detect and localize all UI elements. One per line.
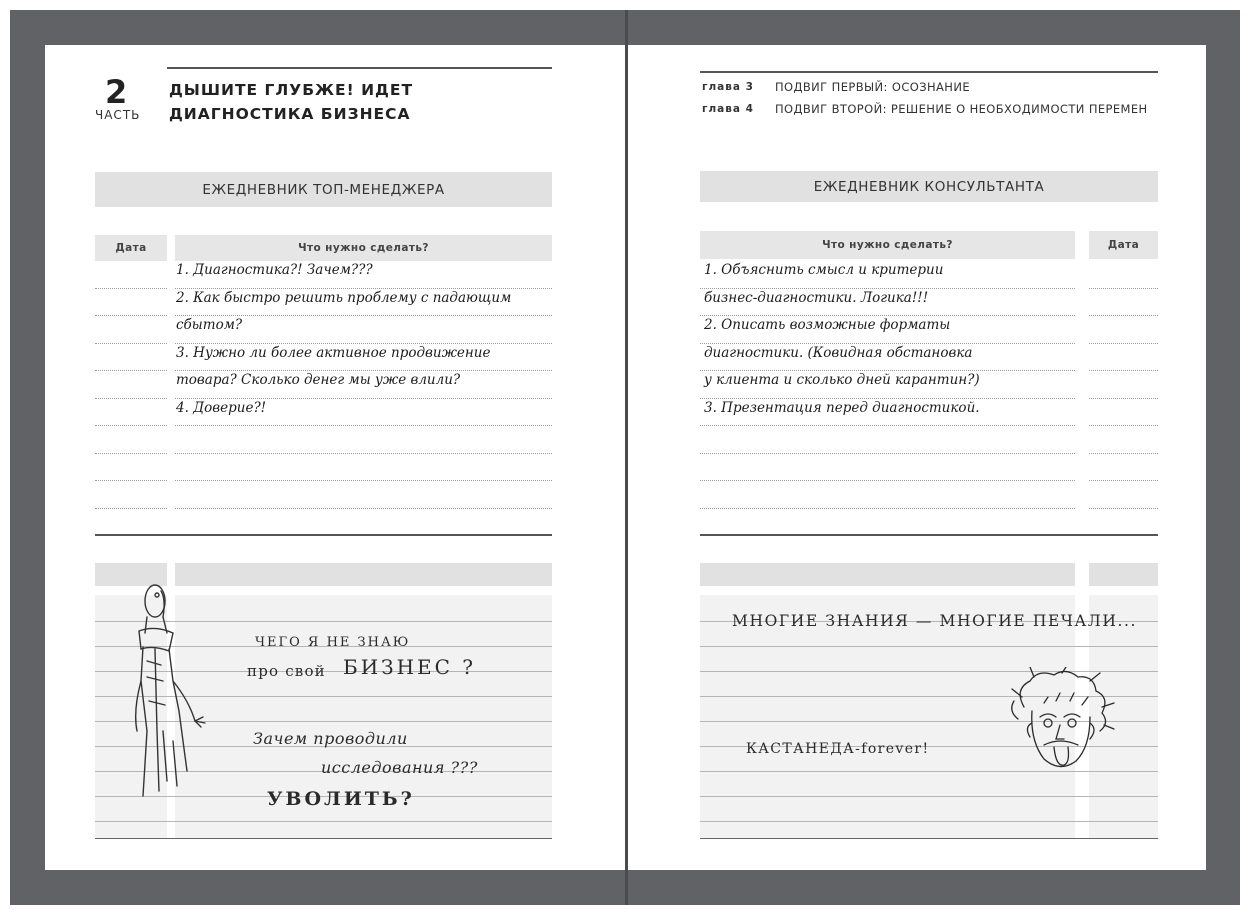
task-column-header: Что нужно сделать?: [700, 231, 1075, 259]
date-line: [95, 343, 167, 344]
task-line: [700, 370, 1075, 371]
chapter-3-label: глава 3: [702, 81, 754, 93]
notes-bottom-rule: [700, 838, 1158, 839]
task-entry: 4. Доверие?!: [176, 400, 267, 416]
task-line: [700, 453, 1075, 454]
left-page: [45, 45, 625, 870]
task-entry: 3. Нужно ли более активное продвижение: [176, 345, 491, 361]
note-line: [700, 646, 1158, 647]
task-entry: 3. Презентация перед диагностикой.: [704, 400, 980, 416]
task-line: [175, 425, 552, 426]
date-line: [95, 315, 167, 316]
part-title-line1: ДЫШИТЕ ГЛУБЖЕ! ИДЕТ: [169, 81, 414, 99]
date-line: [1089, 398, 1158, 399]
date-line: [95, 453, 167, 454]
note-line-2: КАСТАНЕДА-forever!: [746, 741, 930, 757]
diary-title-band: [95, 172, 552, 207]
notes-date-band: [1089, 563, 1158, 586]
date-line: [1089, 288, 1158, 289]
note-line-2a: про свой: [247, 662, 326, 680]
task-line: [175, 480, 552, 481]
task-entry: 2. Описать возможные форматы: [704, 317, 951, 333]
task-line: [175, 453, 552, 454]
plague-doctor-sketch: [133, 581, 233, 806]
header-rule: [167, 67, 552, 69]
note-line-1: ЧЕГО Я НЕ ЗНАЮ: [255, 635, 411, 650]
section-divider: [700, 534, 1158, 536]
date-line: [95, 480, 167, 481]
task-line: [700, 343, 1075, 344]
task-entry: товара? Сколько денег мы уже влили?: [176, 372, 461, 388]
note-line-5: УВОЛИТЬ?: [267, 788, 415, 810]
date-line: [95, 398, 167, 399]
task-line: [175, 343, 552, 344]
date-line: [1089, 315, 1158, 316]
note-line: [700, 796, 1158, 797]
note-line-4: исследования ???: [321, 758, 478, 777]
date-line: [1089, 480, 1158, 481]
date-line: [1089, 453, 1158, 454]
right-page: [628, 45, 1206, 870]
task-entry: 2. Как быстро решить проблему с падающим: [176, 290, 512, 306]
note-line-1: МНОГИЕ ЗНАНИЯ — МНОГИЕ ПЕЧАЛИ...: [732, 612, 1138, 630]
chapter-4-label: глава 4: [702, 103, 754, 115]
task-entry: у клиента и сколько дней карантин?): [704, 372, 980, 388]
task-line: [700, 425, 1075, 426]
task-entry: бизнес-диагностики. Логика!!!: [704, 290, 929, 306]
einstein-caricature-sketch: [1004, 667, 1116, 779]
date-line: [1089, 425, 1158, 426]
task-line: [700, 398, 1075, 399]
task-line: [700, 480, 1075, 481]
date-line: [95, 425, 167, 426]
notes-task-band: [700, 563, 1075, 586]
diary-title: ЕЖЕДНЕВНИК ТОП-МЕНЕДЖЕРА: [202, 181, 445, 198]
task-line: [175, 508, 552, 509]
date-line: [95, 508, 167, 509]
date-line: [95, 288, 167, 289]
diary-title: ЕЖЕДНЕВНИК КОНСУЛЬТАНТА: [813, 178, 1045, 195]
task-line: [175, 288, 552, 289]
task-line: [700, 288, 1075, 289]
date-column-header: Дата: [1089, 231, 1158, 259]
part-title-line2: ДИАГНОСТИКА БИЗНЕСА: [169, 105, 411, 123]
task-entry: сбытом?: [176, 317, 243, 333]
note-line: [700, 821, 1158, 822]
diary-title-band: [700, 171, 1158, 202]
date-line: [1089, 343, 1158, 344]
task-line: [175, 398, 552, 399]
date-column-header: Дата: [95, 235, 167, 261]
task-entry: 1. Диагностика?! Зачем???: [176, 262, 373, 278]
note-line-2b: БИЗНЕС ?: [343, 655, 477, 679]
date-line: [1089, 508, 1158, 509]
part-number: 2: [105, 73, 128, 111]
task-line: [700, 508, 1075, 509]
date-line: [95, 370, 167, 371]
notes-bottom-rule: [95, 838, 552, 839]
task-line: [700, 315, 1075, 316]
task-line: [175, 315, 552, 316]
task-entry: 1. Объяснить смысл и критерии: [704, 262, 944, 278]
header-rule: [700, 71, 1158, 73]
part-label: ЧАСТЬ: [95, 108, 141, 122]
date-line: [1089, 370, 1158, 371]
task-entry: диагностики. (Ковидная обстановка: [704, 345, 973, 361]
note-line-3: Зачем проводили: [253, 729, 408, 748]
chapter-4-title: ПОДВИГ ВТОРОЙ: РЕШЕНИЕ О НЕОБХОДИМОСТИ ПЕРЕМЕН: [775, 102, 1148, 116]
section-divider: [95, 534, 552, 536]
task-column-header: Что нужно сделать?: [175, 235, 552, 261]
task-line: [175, 370, 552, 371]
note-line: [95, 821, 552, 822]
chapter-3-title: ПОДВИГ ПЕРВЫЙ: ОСОЗНАНИЕ: [775, 80, 970, 94]
